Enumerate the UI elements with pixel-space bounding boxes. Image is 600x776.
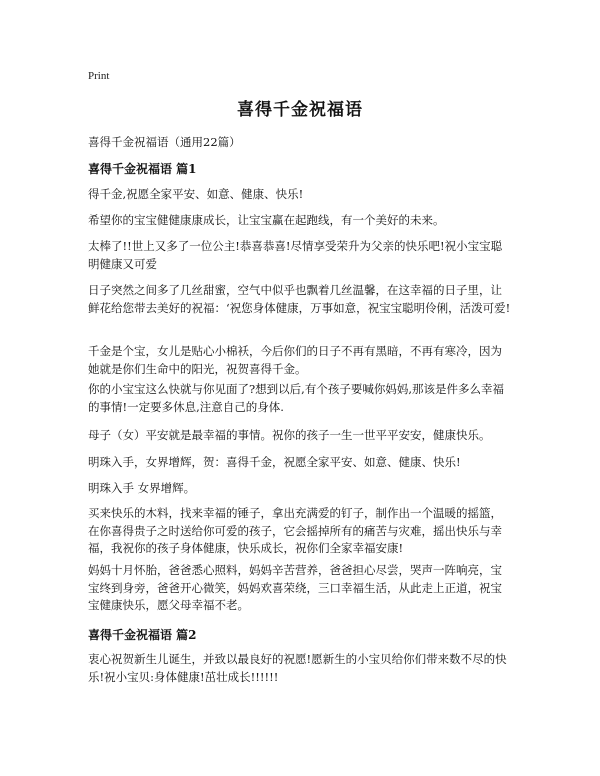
section-heading-2: 喜得千金祝福语 篇2 [88, 628, 197, 642]
paragraph: 母子（女）平安就是最幸福的事情。祝你的孩子一生一世平平安安，健康快乐。 [88, 428, 491, 442]
paragraph: 希望你的宝宝健健康康成长，让宝宝赢在起跑线，有一个美好的未来。 [88, 213, 445, 227]
paragraph: 衷心祝贺新生儿诞生，并致以最良好的祝愿!愿新生的小宝贝给你们带来数不尽的快乐!祝小宝贝:身体健康!茁壮成长!!!!!! [88, 652, 507, 684]
paragraph: 日子突然之间多了几丝甜蜜，空气中似乎也飘着几丝温馨，在这幸福的日子里，让鲜花给您带去美好的祝福：‘祝您身体健康，万事如意，祝宝宝聪明伶俐，活泼可爱! [88, 283, 511, 315]
paragraph: 你的小宝宝这么快就与你见面了?想到以后,有个孩子要喊你妈妈,那该是件多么幸福的事情!一定要多休息,注意自己的身体. [88, 382, 504, 414]
paragraph: 明珠入手，女界增辉，贺：喜得千金，祝愿全家平安、如意、健康、快乐! [88, 455, 461, 469]
paragraph: 千金是个宝，女儿是贴心小棉袄，今后你们的日子不再有黑暗，不再有寒冷，因为她就是你们生命中的阳光，祝贺喜得千金。 [88, 344, 502, 376]
paragraph: 明珠入手 女界增辉。 [88, 481, 196, 495]
paragraph: 得千金,祝愿全家平安、如意、健康、快乐! [88, 187, 304, 201]
document-subtitle: 喜得千金祝福语（通用22篇） [88, 135, 241, 149]
document-title: 喜得千金祝福语 [237, 100, 363, 120]
print-link[interactable]: Print [88, 70, 110, 82]
paragraph: 妈妈十月怀胎，爸爸悉心照料，妈妈辛苦营养，爸爸担心尽尝，哭声一阵响亮，宝宝终到身旁，爸爸开心微笑，妈妈欢喜荣绕，三口幸福生活，从此走上正道，祝宝宝健康快乐，愿父母幸福不老。 [88, 563, 502, 612]
paragraph: 买来快乐的木料，找来幸福的锤子，拿出充满爱的钉子，制作出一个温暖的摇篮，在你喜得贵子之时送给你可爱的孩子，它会摇掉所有的痛苦与灾难，摇出快乐与幸福，我祝你的孩子身体健康，快乐成长，祝你们全家幸福安康! [88, 506, 502, 555]
paragraph: 太棒了!!世上又多了一位公主!恭喜恭喜!尽情享受荣升为父亲的快乐吧!祝小宝宝聪明健康又可爱 [88, 239, 503, 271]
section-heading-1: 喜得千金祝福语 篇1 [88, 162, 197, 176]
